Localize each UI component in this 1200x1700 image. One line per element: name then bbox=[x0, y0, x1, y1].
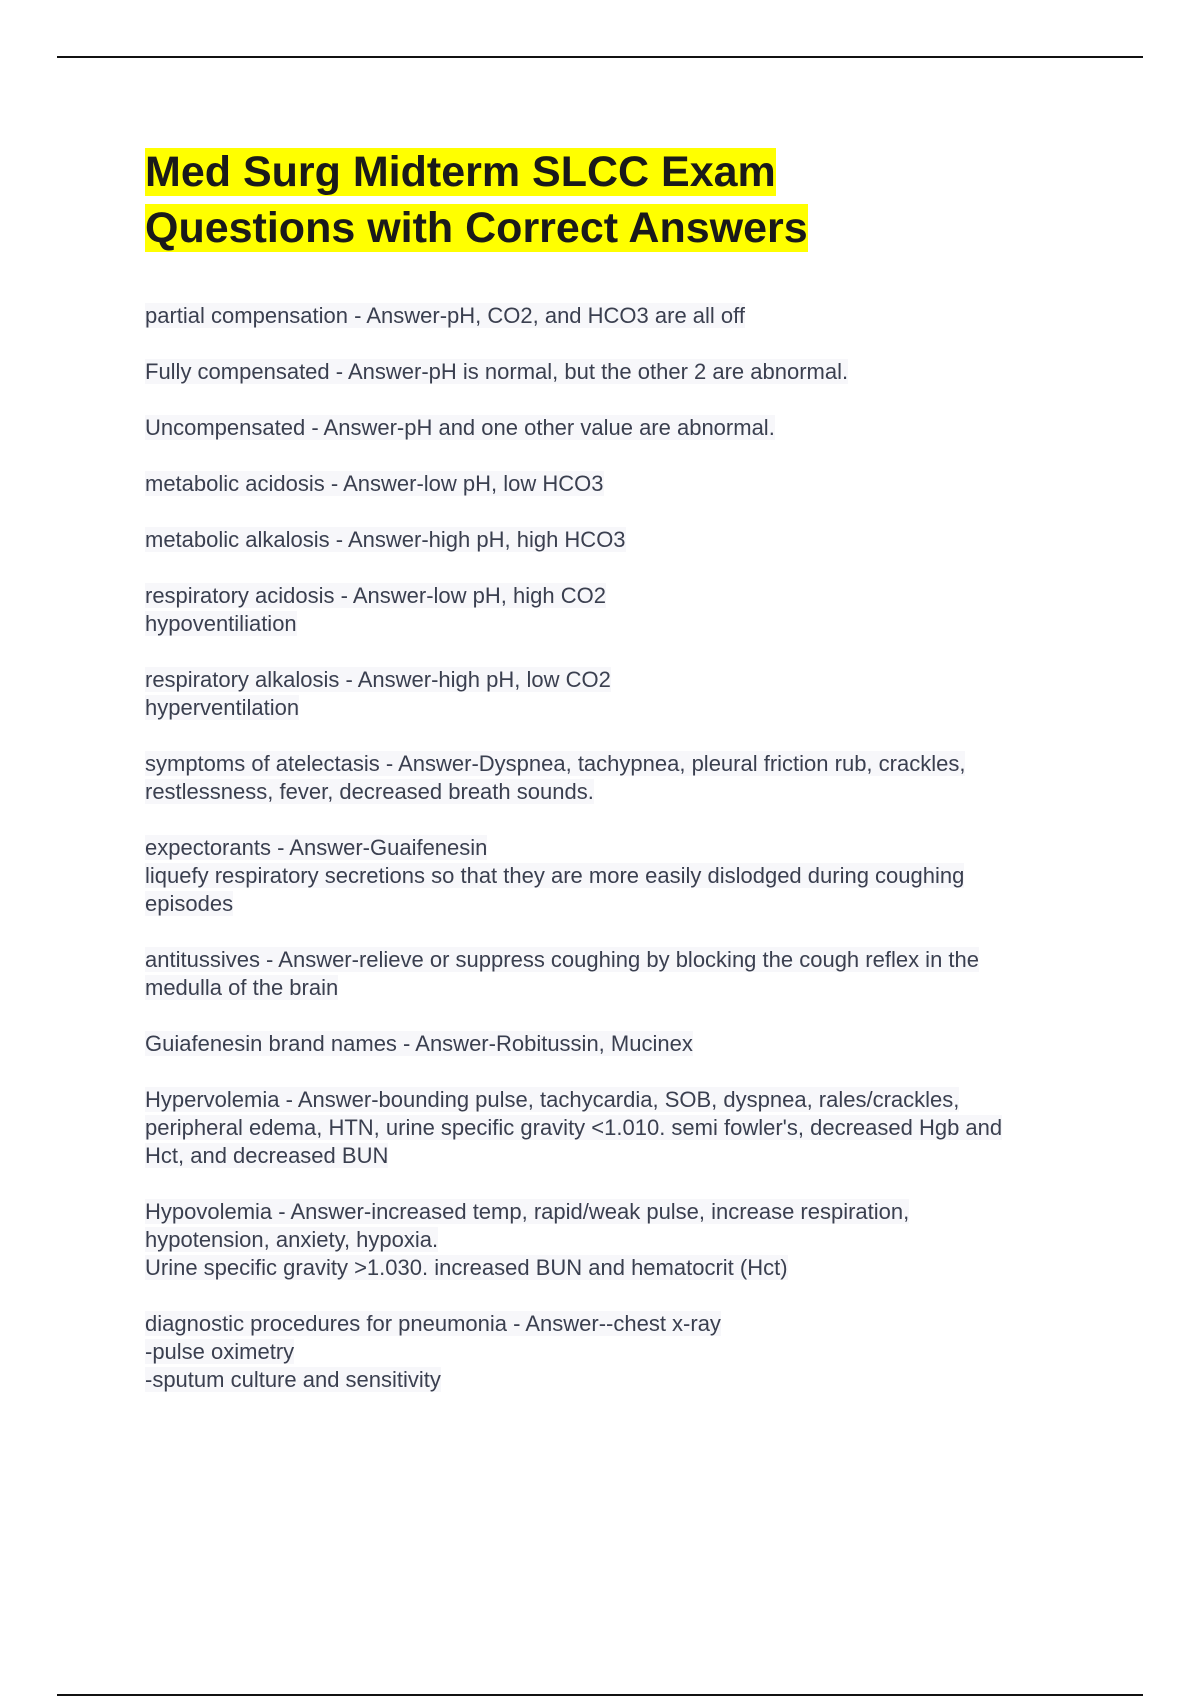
qa-item bbox=[145, 582, 1105, 638]
qa-text: hyperventilation bbox=[145, 695, 300, 720]
qa-text: metabolic alkalosis - Answer-high pH, high HCO3 bbox=[145, 527, 626, 552]
qa-text: medulla of the brain bbox=[145, 975, 339, 1000]
qa-text: hypotension, anxiety, hypoxia. bbox=[145, 1227, 439, 1252]
qa-line bbox=[145, 666, 1105, 694]
qa-text: diagnostic procedures for pneumonia - Answer--chest x-ray bbox=[145, 1311, 721, 1336]
qa-text: antitussives - Answer-relieve or suppress coughing by blocking the cough reflex in the bbox=[145, 947, 980, 972]
qa-line bbox=[145, 1086, 1105, 1114]
qa-text: restlessness, fever, decreased breath sounds. bbox=[145, 779, 594, 804]
qa-text: Fully compensated - Answer-pH is normal, but the other 2 are abnormal. bbox=[145, 359, 849, 384]
qa-text: partial compensation - Answer-pH, CO2, and HCO3 are all off bbox=[145, 303, 745, 328]
qa-line bbox=[145, 1114, 1105, 1142]
qa-line bbox=[145, 470, 1105, 498]
qa-item bbox=[145, 666, 1105, 722]
document-title bbox=[145, 144, 1105, 256]
qa-item bbox=[145, 470, 1105, 498]
qa-text: Uncompensated - Answer-pH and one other value are abnormal. bbox=[145, 415, 775, 440]
top-divider bbox=[57, 56, 1143, 58]
document-body bbox=[145, 144, 1105, 1422]
qa-item bbox=[145, 1086, 1105, 1170]
qa-line bbox=[145, 1030, 1105, 1058]
qa-line bbox=[145, 750, 1105, 778]
qa-line bbox=[145, 414, 1105, 442]
qa-text: Urine specific gravity >1.030. increased BUN and hematocrit (Hct) bbox=[145, 1255, 788, 1280]
qa-list bbox=[145, 302, 1105, 1394]
qa-item bbox=[145, 358, 1105, 386]
qa-text: Hypovolemia - Answer-increased temp, rapid/weak pulse, increase respiration, bbox=[145, 1199, 910, 1224]
qa-line bbox=[145, 1254, 1105, 1282]
qa-text: episodes bbox=[145, 891, 234, 916]
title-line-1: Med Surg Midterm SLCC Exam bbox=[145, 148, 776, 196]
qa-item bbox=[145, 302, 1105, 330]
qa-line bbox=[145, 834, 1105, 862]
qa-text: Hypervolemia - Answer-bounding pulse, tachycardia, SOB, dyspnea, rales/crackles, bbox=[145, 1087, 960, 1112]
qa-line bbox=[145, 1198, 1105, 1226]
qa-text: Hct, and decreased BUN bbox=[145, 1143, 389, 1168]
qa-line bbox=[145, 582, 1105, 610]
qa-line bbox=[145, 974, 1105, 1002]
qa-text: respiratory acidosis - Answer-low pH, high CO2 bbox=[145, 583, 606, 608]
bottom-divider bbox=[57, 1694, 1143, 1696]
qa-line bbox=[145, 1226, 1105, 1254]
qa-line bbox=[145, 1310, 1105, 1338]
qa-line bbox=[145, 694, 1105, 722]
qa-line bbox=[145, 1142, 1105, 1170]
qa-item bbox=[145, 946, 1105, 1002]
qa-text: peripheral edema, HTN, urine specific gravity <1.010. semi fowler's, decreased Hgb and bbox=[145, 1115, 1003, 1140]
qa-line bbox=[145, 610, 1105, 638]
qa-text: metabolic acidosis - Answer-low pH, low HCO3 bbox=[145, 471, 604, 496]
qa-line bbox=[145, 778, 1105, 806]
qa-item bbox=[145, 750, 1105, 806]
qa-text: -pulse oximetry bbox=[145, 1339, 295, 1364]
qa-item bbox=[145, 414, 1105, 442]
qa-text: liquefy respiratory secretions so that they are more easily dislodged during coughing bbox=[145, 863, 965, 888]
qa-text: -sputum culture and sensitivity bbox=[145, 1367, 441, 1392]
qa-line bbox=[145, 1338, 1105, 1366]
qa-item bbox=[145, 834, 1105, 918]
qa-line bbox=[145, 358, 1105, 386]
qa-line bbox=[145, 946, 1105, 974]
qa-line bbox=[145, 890, 1105, 918]
qa-item bbox=[145, 526, 1105, 554]
qa-item bbox=[145, 1198, 1105, 1282]
qa-line bbox=[145, 862, 1105, 890]
qa-line bbox=[145, 302, 1105, 330]
qa-text: respiratory alkalosis - Answer-high pH, low CO2 bbox=[145, 667, 611, 692]
title-line-2: Questions with Correct Answers bbox=[145, 204, 808, 252]
qa-line bbox=[145, 526, 1105, 554]
qa-line bbox=[145, 1366, 1105, 1394]
qa-item bbox=[145, 1310, 1105, 1394]
qa-text: expectorants - Answer-Guaifenesin bbox=[145, 835, 488, 860]
qa-item bbox=[145, 1030, 1105, 1058]
qa-text: Guiafenesin brand names - Answer-Robitussin, Mucinex bbox=[145, 1031, 693, 1056]
qa-text: hypoventiliation bbox=[145, 611, 297, 636]
qa-text: symptoms of atelectasis - Answer-Dyspnea, tachypnea, pleural friction rub, crackles, bbox=[145, 751, 966, 776]
